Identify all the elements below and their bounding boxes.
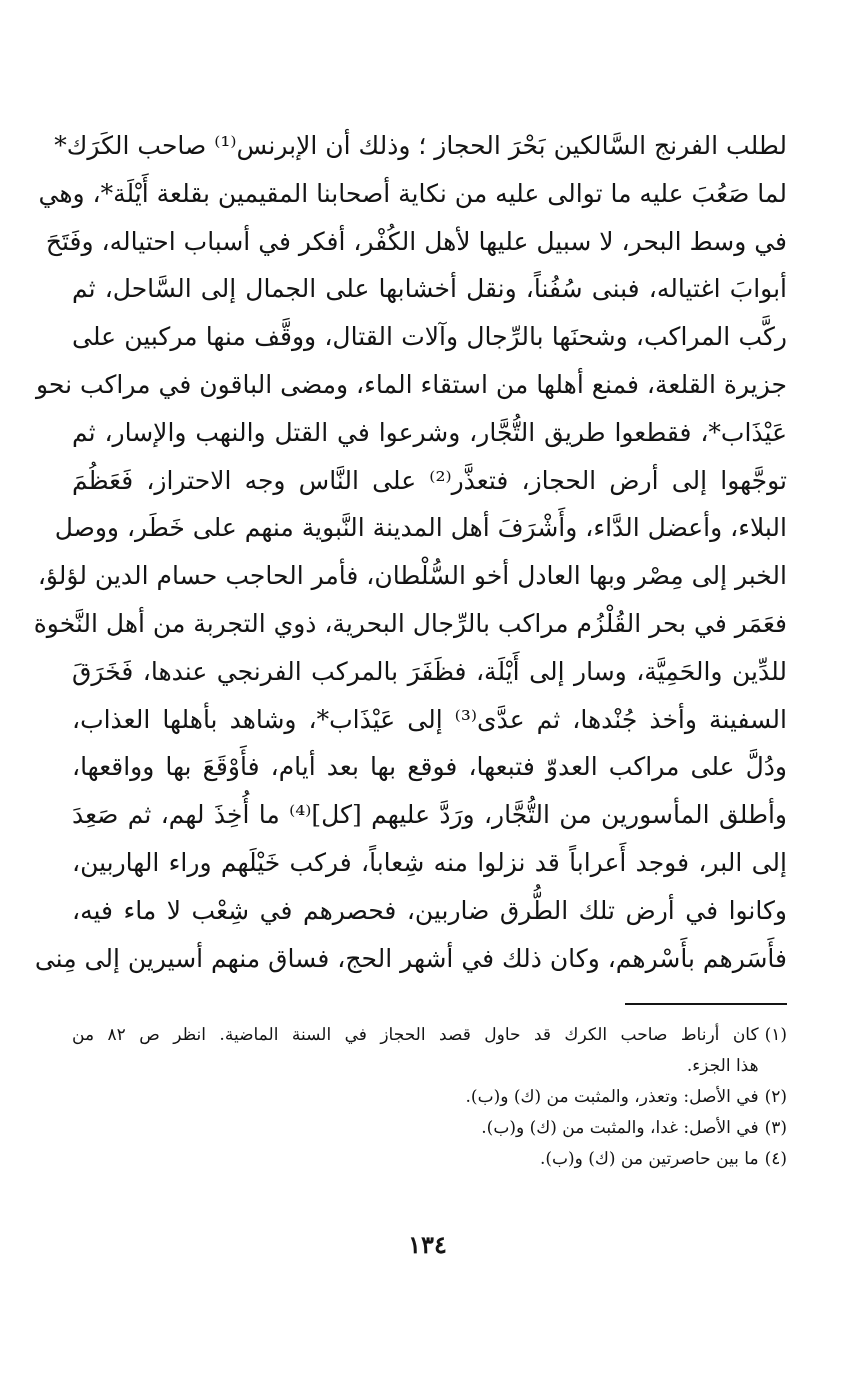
text-line: السفينة وأخذ جُنْدها، ثم عدَّى⁽³⁾ إلى عَيْذَاب*، وشاهد بأهلها العذاب، (72, 704, 787, 734)
footnote-line: هذا الجزء. (686, 1056, 759, 1076)
text-line: وكانوا في أرض تلك الطُّرق ضاربين، فحصرهم في شِعْب لا ماء فيه، (72, 895, 787, 925)
text-line: للدِّين والحَمِيَّة، وسار إلى أَيْلَة، فظَفَرَ بالمركب الفرنجي عندها، فَخَرَقَ (72, 656, 787, 686)
footnote-number: (٣) (764, 1118, 787, 1138)
footnote-text: ما بين حاصرتين من (ك) و(ب). (539, 1149, 759, 1169)
footnote-separator (625, 1003, 787, 1005)
text-line: عَيْذَاب*، فقطعوا طريق التُّجَّار، وشرعوا في القتل والنهب والإسار، ثم (72, 417, 787, 447)
text-line: وأطلق المأسورين من التُّجَّار، ورَدَّ عليهم [كل]⁽⁴⁾ ما أُخِذَ لهم، ثم صَعِدَ (72, 800, 787, 830)
text-line: لطلب الفرنج السَّالكين بَحْرَ الحجاز ؛ وذلك أن الإبرنس⁽¹⁾ صاحب الكَرَك* (54, 131, 787, 160)
footnote-text: في الأصل: وتعذر، والمثبت من (ك) و(ب). (465, 1087, 759, 1107)
footnote-3 (72, 1113, 787, 1144)
footnote-1 (72, 1020, 787, 1082)
text-line: فعَمَر في بحر القُلْزُم مراكب بالرِّجال البحرية، ذوي التجربة من أهل النَّخوة (33, 608, 787, 638)
text-line: في وسط البحر، لا سبيل عليها لأهل الكُفْر، أفكر في أسباب احتياله، وفَتَحَ (45, 226, 787, 256)
footnote-number: (٤) (764, 1149, 787, 1169)
text-line: البلاء، وأعضل الدَّاء، وأَشْرَفَ أهل المدينة النَّبوية منهم على خَطَر، ووصل (54, 513, 787, 543)
footnote-2 (72, 1082, 787, 1113)
text-line: توجَّهوا إلى أرض الحجاز، فتعذَّر⁽²⁾ على النَّاس وجه الاحتراز، فَعَظُمَ (72, 465, 787, 495)
text-line: ركَّب المراكب، وشحنَها بالرِّجال وآلات القتال، ووقَّف منها مركبين على (72, 322, 787, 352)
main-text (33, 122, 787, 982)
text-line: جزيرة القلعة، فمنع أهلها من استقاء الماء، ومضى الباقون في مراكب نحو (36, 369, 787, 399)
page-number: ١٣٤ (408, 1230, 447, 1259)
footnote-number: (١) (764, 1025, 787, 1045)
text-line: إلى البر، فوجد أَعراباً قد نزلوا منه شِعاباً، فركب خَيْلَهم وراء الهاربين، (72, 847, 787, 877)
text-line: أبوابَ اغتياله، فبنى سُفُناً، ونقل أخشابها على الجمال إلى السَّاحل، ثم (72, 274, 787, 304)
footnote-number: (٢) (764, 1087, 787, 1107)
footnote-line: كان أرناط صاحب الكرك قد حاول قصد الحجاز في السنة الماضية. انظر ص ٨٢ من (72, 1025, 759, 1045)
footnote-text (72, 1020, 759, 1082)
text-line: فأَسَرهم بأَسْرهم، وكان ذلك في أشهر الحج، فساق منهم أسيرين إلى مِنى (34, 943, 787, 973)
text-line: لما صَعُبَ عليه ما توالى عليه من نكاية أصحابنا المقيمين بقلعة أَيْلَة*، وهي (38, 178, 787, 208)
text-line: الخبر إلى مِصْر وبها العادل أخو السُّلْطان، فأمر الحاجب حسام الدين لؤلؤ، (37, 561, 787, 591)
footnote-4 (72, 1144, 787, 1175)
footnotes (72, 1020, 787, 1175)
footnote-text: في الأصل: غدا، والمثبت من (ك) و(ب). (481, 1118, 759, 1138)
text-line: ودُلَّ على مراكب العدوّ فتبعها، فوقع بها بعد أيام، فأَوْقَعَ بها وواقعها، (72, 752, 787, 782)
